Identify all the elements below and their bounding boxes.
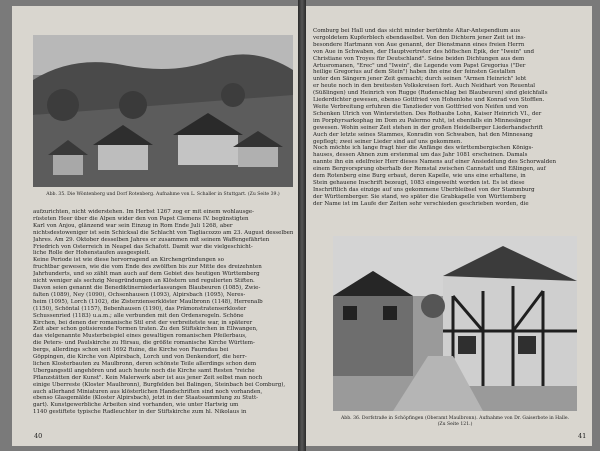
text-line: aufzurichten, nicht widerstehen. Im Herbst 1267 zog er mit einem wohlausge- [33, 209, 254, 215]
text-line: Schenken Ulrich von Winterstetten. Des Rothaubs Lohn, Kaiser Heinrich VI., der [313, 110, 542, 117]
text-line: auch allerhand Miniaturen aus klösterlichen Handschriften sind noch vorhanden, [33, 388, 263, 395]
text-line: bergs, allerdings schon seit 1692 Ruine, die Kirche von Faurndau bei [33, 347, 229, 354]
text-line: der Name ist im Laufe der Zeiten sehr verschieden geschrieben worden, die [313, 200, 529, 207]
body-text [33, 209, 293, 416]
text-line: unter den Sängern jener Zeit gemacht; durch seinen "Armen Heinrich" lebt [313, 76, 527, 83]
text-line: Jahres. Am 29. Oktober desselben Jahres er zusammen mit seinem Waffengefährten [33, 236, 270, 243]
figure-caption-reference: (Zu Seite 121.) [437, 422, 473, 427]
text-line: Christiane von Troyes für Deutschland". Seine beiden Dichtungen aus dem [313, 55, 525, 62]
text-line: Weite Verbreitung erfuhren die Tanzlieder von Gottfried von Neifen und von [313, 103, 529, 110]
text-line: Karl von Anjou, glänzend war sein Einzug in Rom Ende Juli 1268, aber [33, 222, 233, 229]
text-line: gart). Kunstgewerbliche Arbeiten sind vorhanden, wie unter Hartwig um [33, 402, 239, 409]
text-line: 1140 gestiftete typische Radleuchter in der Stiftskirche zum hl. Nikolaus in [33, 409, 247, 416]
text-line: Artusromanen, "Erec" und "Iwein", die Legende vom Papst Gregorius ("Der [313, 62, 526, 69]
text-line: gewesen. Wohin seiner Zeit stehen in der großen Heidelberger Liederhandschrift [313, 124, 543, 131]
left-page [12, 6, 301, 446]
text-line: einem Bergvorsprung oberhalb der Remstal zwischen Cannstatt und Eßlingen, auf [313, 166, 546, 173]
text-line: (Süßlingen) und Heinrich von Rugge (Rudenschlag bei Blaubeuren) sind gleichfalls [313, 90, 548, 97]
text-line: ebenso Glasgemälde (Kloster Alpirsbach), jetzt in der Staatssammlung zu Stutt- [33, 395, 259, 402]
text-line: fruchtbar gewesen, wie die vom Ende des zwölften bis zur Mitte des dreizehnten [33, 264, 262, 271]
figure-caption: Abb. 35. Die Wöntenberg und Dorf Rotenberg. Aufnahme von L. Schaller in Stuttgart. (Zu Seite 39.) [46, 192, 280, 197]
text-line: Pflanzstätten der Kunst". Kein Malerwerk aber ist aus jener Zeit selbst man noch [33, 374, 263, 381]
text-line: nannte ihn ein edelfreier Herr dieses Namens auf einer Ansiedelung des Schorwalden [313, 159, 557, 166]
text-line: liche Rolle der Hohenstaufen ausgespielt. [33, 250, 151, 257]
page-number: 41 [578, 432, 587, 440]
text-line: er heute noch in den breitesten Volkskreisen fort. Auch Neidhart von Reuental [313, 83, 535, 90]
village-photo [33, 35, 293, 187]
text-line: hauses, dessen Ahnen zum erstenmal um das Jahr 1081 erscheinen. Damals [313, 152, 528, 159]
text-line: besondere Hartmann von Aue genannt, der Dienstmann eines freien Herrn [313, 41, 525, 48]
text-line: von Aue in Schwaben, der Hauptvertreter des höfischen Epik, der "Iwein" und [313, 48, 535, 55]
page-number: 40 [34, 432, 43, 440]
text-line: Comburg bei Hall und das sicht minder berühmte Altar-Antependium aus [313, 28, 521, 34]
text-line: falten (1089), Ney (1090), Ochsenhausen (1093), Alpirsbach (1095), Neres- [33, 291, 246, 298]
village-photo-image [33, 35, 293, 187]
text-line: heim (1095), Lorch (1102), die Zisterzienserklöster Maulbronn (1148), Herrenalb [33, 298, 263, 305]
text-line: im Porphyrsarkophag im Dom zu Palermo ruht, ist ebenfalls ein Minnesänger [313, 117, 532, 124]
text-line: Friedrich von Österreich in Neapel das Schafott. Damit war die vielgeschicht- [33, 243, 253, 250]
text-line: Noch möchte ich lange fragt hier die Anfänge des württembergischen Königs- [313, 145, 534, 152]
text-line: Übergangsstil angehören und auch heute noch die Kirche samt Resten "reiche [33, 367, 255, 374]
text-line: einige Überreste (Kloster Maulbronn), Burgfelden bei Balingen, Steinbach bei Comburg), [33, 381, 286, 388]
text-line: Göppingen, die Kirche von Alpirsbach, Lorch und von Denkendorf, die herr- [33, 354, 247, 361]
figure-caption: Abb. 36. Dorfstraße in Schöpfingen (Oberamt Maulbronn). Aufnahme von Dr. Gaiserbote in Halle. [340, 416, 570, 421]
text-line: Jahrhunderts, und so zählt man auch auf dem Gebiet des heutigen Württemberg [33, 271, 260, 278]
right-page [303, 6, 592, 446]
body-text [313, 28, 578, 208]
text-line: vergoldetem Kupferblech ebendaselbst. Von den Dichtern jener Zeit ist ins- [313, 34, 526, 41]
book-gutter [298, 0, 306, 451]
text-line: rüsteten Heer über die Alpen wider den von Papst Clemens IV. begünstigten [33, 215, 249, 222]
text-line: Zeit aber schon gotisierende Formen traten. Zu den Stiftskirchen in Ellwangen, [33, 326, 258, 333]
text-line: Davon seien genannt die Benediktinerniederlassungen Blaubeuren (1085), Zwie- [33, 284, 261, 291]
village-street-photo [333, 236, 577, 411]
village-street-photo-image [333, 236, 577, 411]
text-line: nicht weniger als sechzig Neugründungen an Klöstern und regulierten Stiften. [33, 278, 255, 285]
text-line: lichen Klosterbauten zu Maulbronn, deren schönste Teile allerdings schon dem [33, 360, 257, 367]
text-line: der Württemberger. Sie stand, wo später die Grabkapelle von Württemberg [313, 193, 526, 200]
text-line: Inschriftlich das einzige auf uns gekommene Überbleibsel von der Stammburg [313, 186, 535, 193]
text-line: dem Rotenberg eine Burg erbaut, deren Kapelle, wie uns eine erhaltene, in [313, 173, 526, 180]
text-line: das vielgenannte Musterbeispiel eines gewaltigen romanischen Pfeilerbaus, [33, 333, 247, 340]
text-line: (1150), Schöntal (1157), Bebenhausen (1190), das Prämonstratenserkloster [33, 305, 247, 312]
text-line: Liederdichter gewesen, ebenso Gottfried von Hohenlohe und Konrad von Stofflen. [313, 97, 545, 104]
text-line: gepflegt; zwei seiner Lieder sind auf uns gekommen. [313, 138, 463, 145]
text-line: die Peters- und Paulskirche zu Hirsau, die größte romanische Kirche Württem- [33, 340, 255, 347]
text-line: Schussenried (1183) u.a.m.; alle verbunden mit den Ordensregeln. Schöne [33, 312, 244, 319]
text-line: Auch der letzte seines Stammes, Konradin von Schwaben, hat den Minnesang [313, 131, 533, 138]
text-line: Kirchen, bei denen der romanische Stil erst der verbreitetste war, in späterer [33, 319, 253, 326]
text-line: nichtsdestoweniger ist sein Schicksal die Schlacht von Tagliacozzo am 23. August desselben [33, 229, 293, 236]
text-line: heilige Gregorius auf dem Stein") haben ihn eine der feinsten Gestalten [313, 69, 516, 76]
text-line: Stein gehauene Inschrift bezeugt, 1083 eingeweiht worden ist. Es ist diese [313, 179, 525, 186]
text-line: Keine Periode ist wie diese hervorragend an Kirchengründungen so [33, 257, 224, 264]
